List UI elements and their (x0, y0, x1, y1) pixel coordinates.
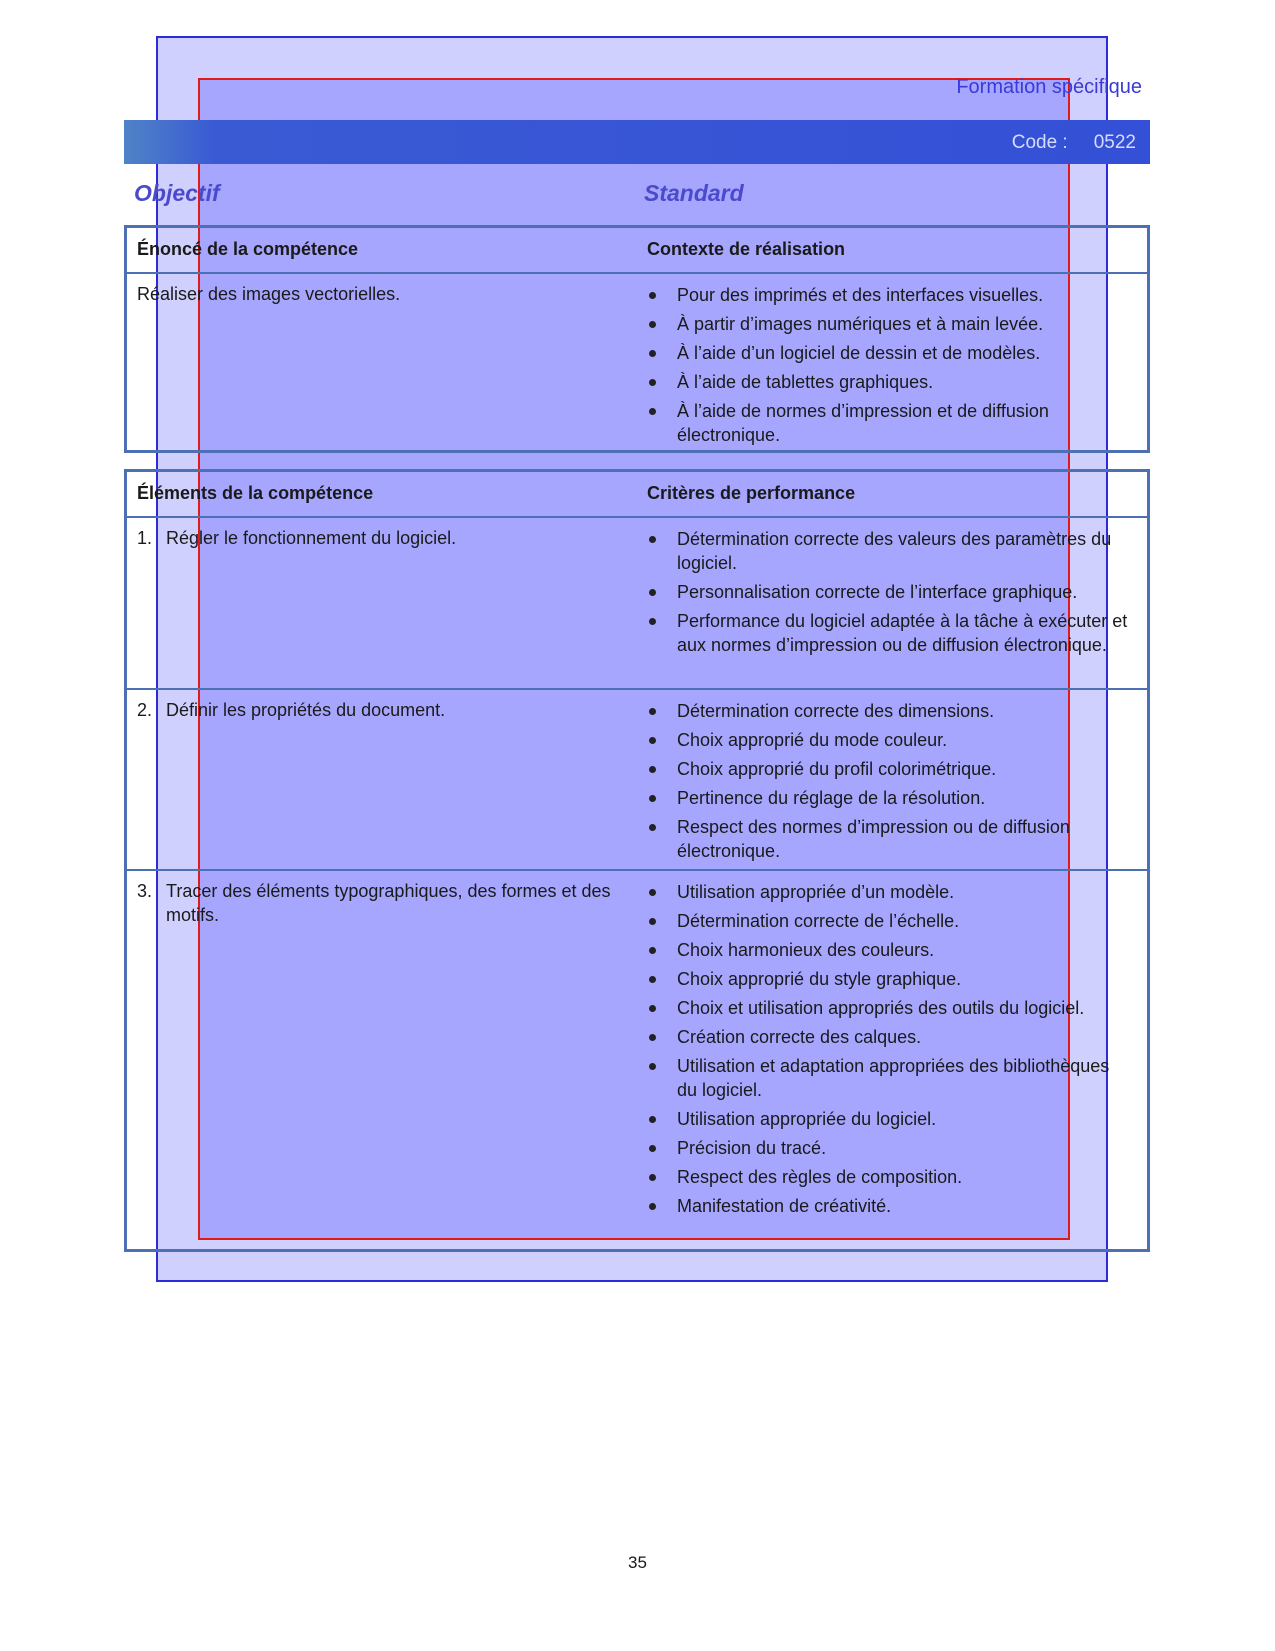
criteria-item: Utilisation et adaptation appropriées des bibliothèques du logiciel. (647, 1054, 1132, 1102)
element-label: Définir les propriétés du document. (166, 700, 446, 720)
elements-right-header: Critères de performance (647, 483, 856, 503)
element-row-3 (127, 871, 1147, 1251)
competence-left-header: Énoncé de la compétence (137, 239, 359, 259)
criteria-list (647, 699, 1132, 868)
criteria-item: Choix harmonieux des couleurs. (647, 938, 1132, 962)
code-value: 0522 (1093, 132, 1136, 153)
criteria-list (647, 527, 1132, 662)
element-text (137, 879, 627, 927)
criteria-item: Choix approprié du style graphique. (647, 967, 1132, 991)
criteria-item: Détermination correcte des valeurs des paramètres du logiciel. (647, 527, 1132, 575)
elements-left-header: Éléments de la compétence (137, 483, 374, 503)
criteria-item: Personnalisation correcte de l’interface graphique. (647, 580, 1132, 604)
element-label: Tracer des éléments typographiques, des formes et des motifs. (166, 881, 611, 925)
element-label: Régler le fonctionnement du logiciel. (166, 528, 457, 548)
criteria-item: Manifestation de créativité. (647, 1194, 1132, 1218)
element-number: 1. (137, 528, 153, 548)
competence-row (127, 274, 1147, 450)
criteria-item: Détermination correcte de l’échelle. (647, 909, 1132, 933)
criteria-item: Respect des règles de composition. (647, 1165, 1132, 1189)
section-objectif: Objectif (134, 180, 220, 206)
context-item: À l’aide de normes d’impression et de diffusion électronique. (647, 399, 1132, 447)
element-row-1 (127, 518, 1147, 690)
context-item: Pour des imprimés et des interfaces visuelles. (647, 283, 1132, 307)
criteria-item: Création correcte des calques. (647, 1025, 1132, 1049)
page-number: 35 (628, 1553, 647, 1572)
criteria-list (647, 880, 1132, 1223)
element-text (137, 526, 627, 550)
code-block (1012, 132, 1136, 154)
criteria-item: Performance du logiciel adaptée à la tâche à exécuter et aux normes d’impression ou de diffusion électronique. (647, 609, 1132, 657)
element-text (137, 698, 627, 722)
competence-right-header: Contexte de réalisation (647, 239, 846, 259)
section-standard: Standard (644, 180, 744, 206)
competence-statement: Réaliser des images vectorielles. (137, 284, 401, 304)
criteria-item: Choix approprié du mode couleur. (647, 728, 1132, 752)
elements-table (124, 469, 1150, 1252)
criteria-item: Précision du tracé. (647, 1136, 1132, 1160)
context-item: À l’aide de tablettes graphiques. (647, 370, 1132, 394)
criteria-item: Détermination correcte des dimensions. (647, 699, 1132, 723)
context-item: À partir d’images numériques et à main levée. (647, 312, 1132, 336)
criteria-item: Pertinence du réglage de la résolution. (647, 786, 1132, 810)
code-label: Code : (1011, 132, 1068, 153)
criteria-item: Respect des normes d’impression ou de diffusion électronique. (647, 815, 1132, 863)
criteria-item: Choix approprié du profil colorimétrique. (647, 757, 1132, 781)
criteria-item: Choix et utilisation appropriés des outils du logiciel. (647, 996, 1132, 1020)
criteria-item: Utilisation appropriée du logiciel. (647, 1107, 1132, 1131)
competence-table (124, 225, 1150, 453)
context-list (647, 283, 1132, 452)
header-bar (124, 120, 1150, 164)
competence-header-row (127, 228, 1147, 274)
context-item: À l’aide d’un logiciel de dessin et de modèles. (647, 341, 1132, 365)
formation-label: Formation spécifique (956, 76, 1142, 98)
criteria-item: Utilisation appropriée d’un modèle. (647, 880, 1132, 904)
element-number: 3. (137, 881, 153, 901)
elements-header-row (127, 472, 1147, 518)
element-row-2 (127, 690, 1147, 871)
element-number: 2. (137, 700, 153, 720)
